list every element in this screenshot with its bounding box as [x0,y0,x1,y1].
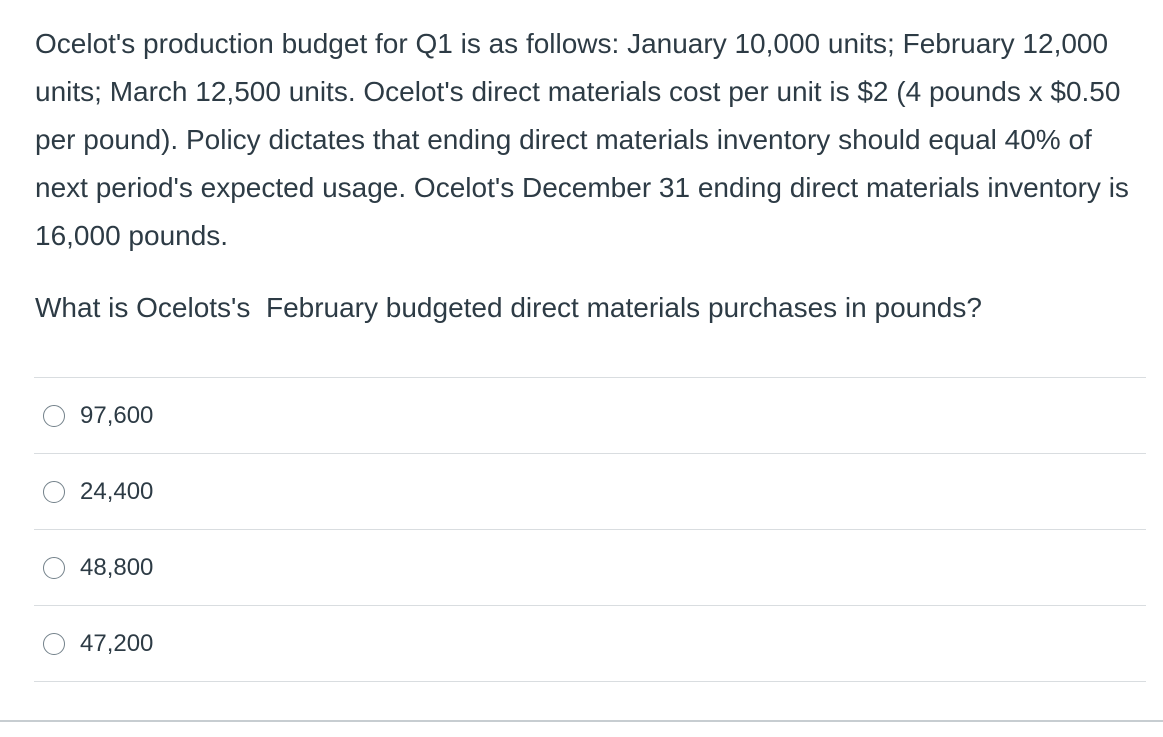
radio-button[interactable] [43,481,65,503]
answer-label: 47,200 [80,629,154,657]
answer-label: 48,800 [80,553,154,581]
question-text: Ocelot's production budget for Q1 is as follows: January 10,000 units; February 12,000 units; March 12,500 units. Ocelot's direct materials cost per unit is $2 (4 pounds x $0.50 per pound). Policy dictates that ending direct materials inventory should equal 40% of next period's expected usage. Ocelot's December 31 ending direct materials inventory is 16,000 pounds. [35,28,1129,251]
question-block [35,20,1150,332]
radio-button[interactable] [43,633,65,655]
answer-option[interactable] [34,530,1146,606]
bottom-divider [0,720,1163,722]
radio-button[interactable] [43,557,65,579]
answer-option[interactable] [34,606,1146,682]
answer-option[interactable] [34,454,1146,530]
answer-label: 24,400 [80,477,154,505]
answer-option[interactable] [34,378,1146,454]
answer-label: 97,600 [80,401,154,429]
answer-list [34,377,1146,682]
radio-button[interactable] [43,405,65,427]
question-prompt: What is Ocelots's February budgeted direct materials purchases in pounds? [35,292,982,323]
